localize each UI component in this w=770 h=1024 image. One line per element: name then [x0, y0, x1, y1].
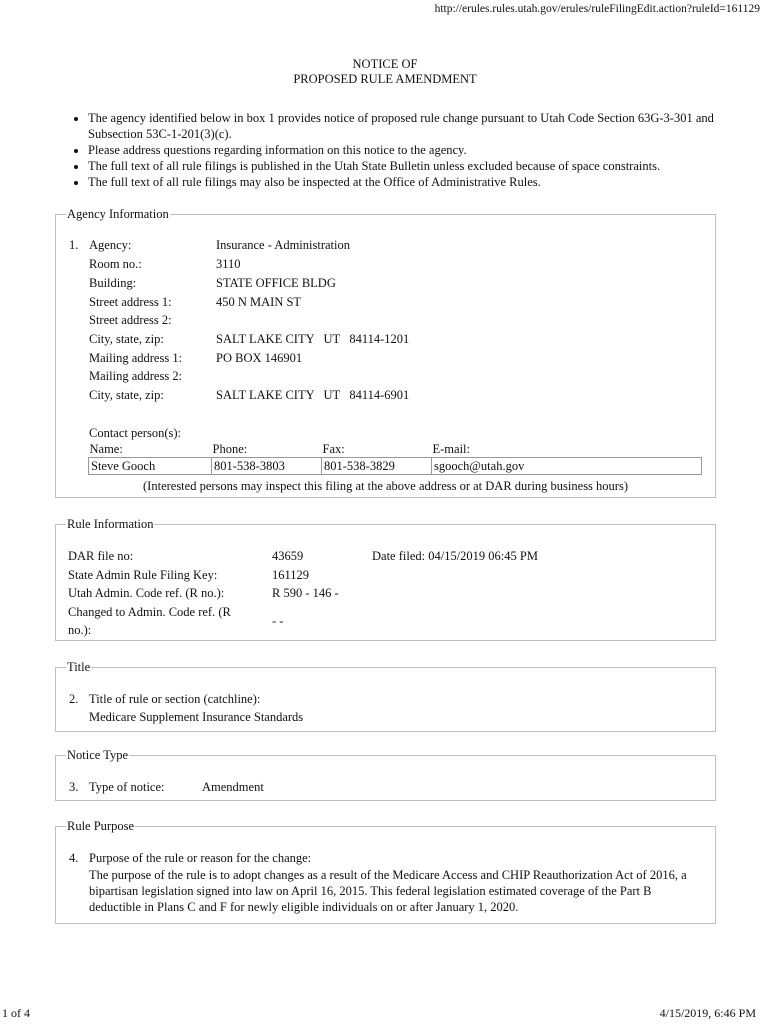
title-section: [55, 660, 716, 732]
changed-code-ref-value: - -: [272, 614, 284, 628]
rule-purpose-section: [55, 819, 716, 924]
item-number: 4.: [69, 851, 79, 865]
changed-code-ref-label: Changed to Admin. Code ref. (R: [68, 605, 231, 619]
date-filed: Date filed: 04/15/2019 06:45 PM: [372, 549, 538, 563]
city-state-zip-value: SALT LAKE CITY UT 84114-1201: [216, 332, 410, 346]
section-legend: Notice Type: [67, 748, 129, 762]
admin-code-ref-label: Utah Admin. Code ref. (R no.):: [68, 586, 225, 600]
room-label: Room no.:: [89, 257, 142, 271]
building-label: Building:: [89, 276, 137, 290]
notice-type-label: Type of notice:: [89, 780, 165, 794]
page-number: 1 of 4: [2, 1006, 30, 1021]
notice-bullets: [68, 110, 718, 190]
room-value: 3110: [216, 257, 241, 271]
print-timestamp: 4/15/2019, 6:46 PM: [659, 1006, 756, 1021]
mailing-address-1-label: Mailing address 1:: [89, 351, 183, 365]
street-address-2-label: Street address 2:: [89, 313, 172, 327]
mailing-address-1-value: PO BOX 146901: [216, 351, 303, 365]
building-value: STATE OFFICE BLDG: [216, 276, 336, 290]
agency-information-section: [55, 207, 716, 498]
admin-code-ref-value: R 590 - 146 -: [272, 586, 339, 600]
agency-value: Insurance - Administration: [216, 238, 350, 252]
bullet-item: • The agency identified below in box 1 provides notice of proposed rule change pursuant to Utah Code Section 63G-3-301 and Subsection 53C-1-201(3)(c).: [88, 110, 718, 142]
mailing-address-2-label: Mailing address 2:: [89, 369, 183, 383]
contacts-header-name: Name:: [89, 442, 123, 456]
contact-fax: 801-538-3829: [322, 458, 432, 475]
street-address-1-value: 450 N MAIN ST: [216, 295, 302, 309]
notice-type-value: Amendment: [202, 780, 264, 794]
section-legend: Agency Information: [67, 207, 169, 221]
contacts-header-row: [89, 442, 702, 458]
agency-label: Agency:: [89, 238, 132, 252]
section-legend: Title: [67, 660, 91, 674]
notice-type-section: [55, 748, 716, 801]
filing-key-value: 161129: [272, 568, 310, 582]
contact-persons-label: Contact person(s):: [89, 426, 181, 440]
notice-title-line2: PROPOSED RULE AMENDMENT: [293, 72, 477, 86]
bullet-item: • The full text of all rule filings is published in the Utah State Bulletin unless excluded because of space constraints.: [88, 158, 718, 174]
item-number: 1.: [69, 238, 79, 252]
contact-name: Steve Gooch: [89, 458, 212, 475]
contacts-table: [88, 442, 702, 475]
item-number: 2.: [69, 692, 79, 706]
contacts-header-fax: Fax:: [322, 442, 345, 456]
bullet-item: • Please address questions regarding information on this notice to the agency.: [88, 142, 718, 158]
bullet-item: • The full text of all rule filings may also be inspected at the Office of Administrative Rules.: [88, 174, 718, 190]
filing-key-label: State Admin Rule Filing Key:: [68, 568, 218, 582]
contact-email: sgooch@utah.gov: [432, 458, 702, 475]
purpose-label: Purpose of the rule or reason for the change:: [89, 851, 312, 865]
mailing-city-state-zip-label: City, state, zip:: [89, 388, 164, 402]
section-legend: Rule Information: [67, 517, 154, 531]
mailing-city-state-zip-value: SALT LAKE CITY UT 84114-6901: [216, 388, 410, 402]
catchline-value: Medicare Supplement Insurance Standards: [89, 710, 304, 724]
street-address-1-label: Street address 1:: [89, 295, 172, 309]
dar-file-value: 43659: [272, 549, 304, 563]
changed-code-ref-label-cont: no.):: [68, 623, 92, 637]
table-row: [89, 458, 702, 475]
contacts-header-email: E-mail:: [432, 442, 470, 456]
dar-file-label: DAR file no:: [68, 549, 134, 563]
notice-title-line1: NOTICE OF: [352, 57, 418, 71]
inspection-note: (Interested persons may inspect this filing at the above address or at DAR during business hours): [143, 479, 628, 493]
contact-phone: 801-538-3803: [212, 458, 322, 475]
purpose-text: The purpose of the rule is to adopt changes as a result of the Medicare Access and CHIP Reauthorization Act of 2016, a bipartisan legislation signed into law on April 16, 2015. This federal legislation estimated coverage of the Part B deductible in Plans C and F for newly eligible individuals on or after January 1, 2020.: [89, 868, 687, 914]
notice-title: [0, 57, 770, 87]
rule-information-section: [55, 517, 716, 641]
catchline-label: Title of rule or section (catchline):: [89, 692, 261, 706]
page-url: http://erules.rules.utah.gov/erules/ruleFilingEdit.action?ruleId=161129: [434, 3, 760, 15]
section-legend: Rule Purpose: [67, 819, 135, 833]
item-number: 3.: [69, 780, 79, 794]
contacts-header-phone: Phone:: [212, 442, 248, 456]
city-state-zip-label: City, state, zip:: [89, 332, 164, 346]
